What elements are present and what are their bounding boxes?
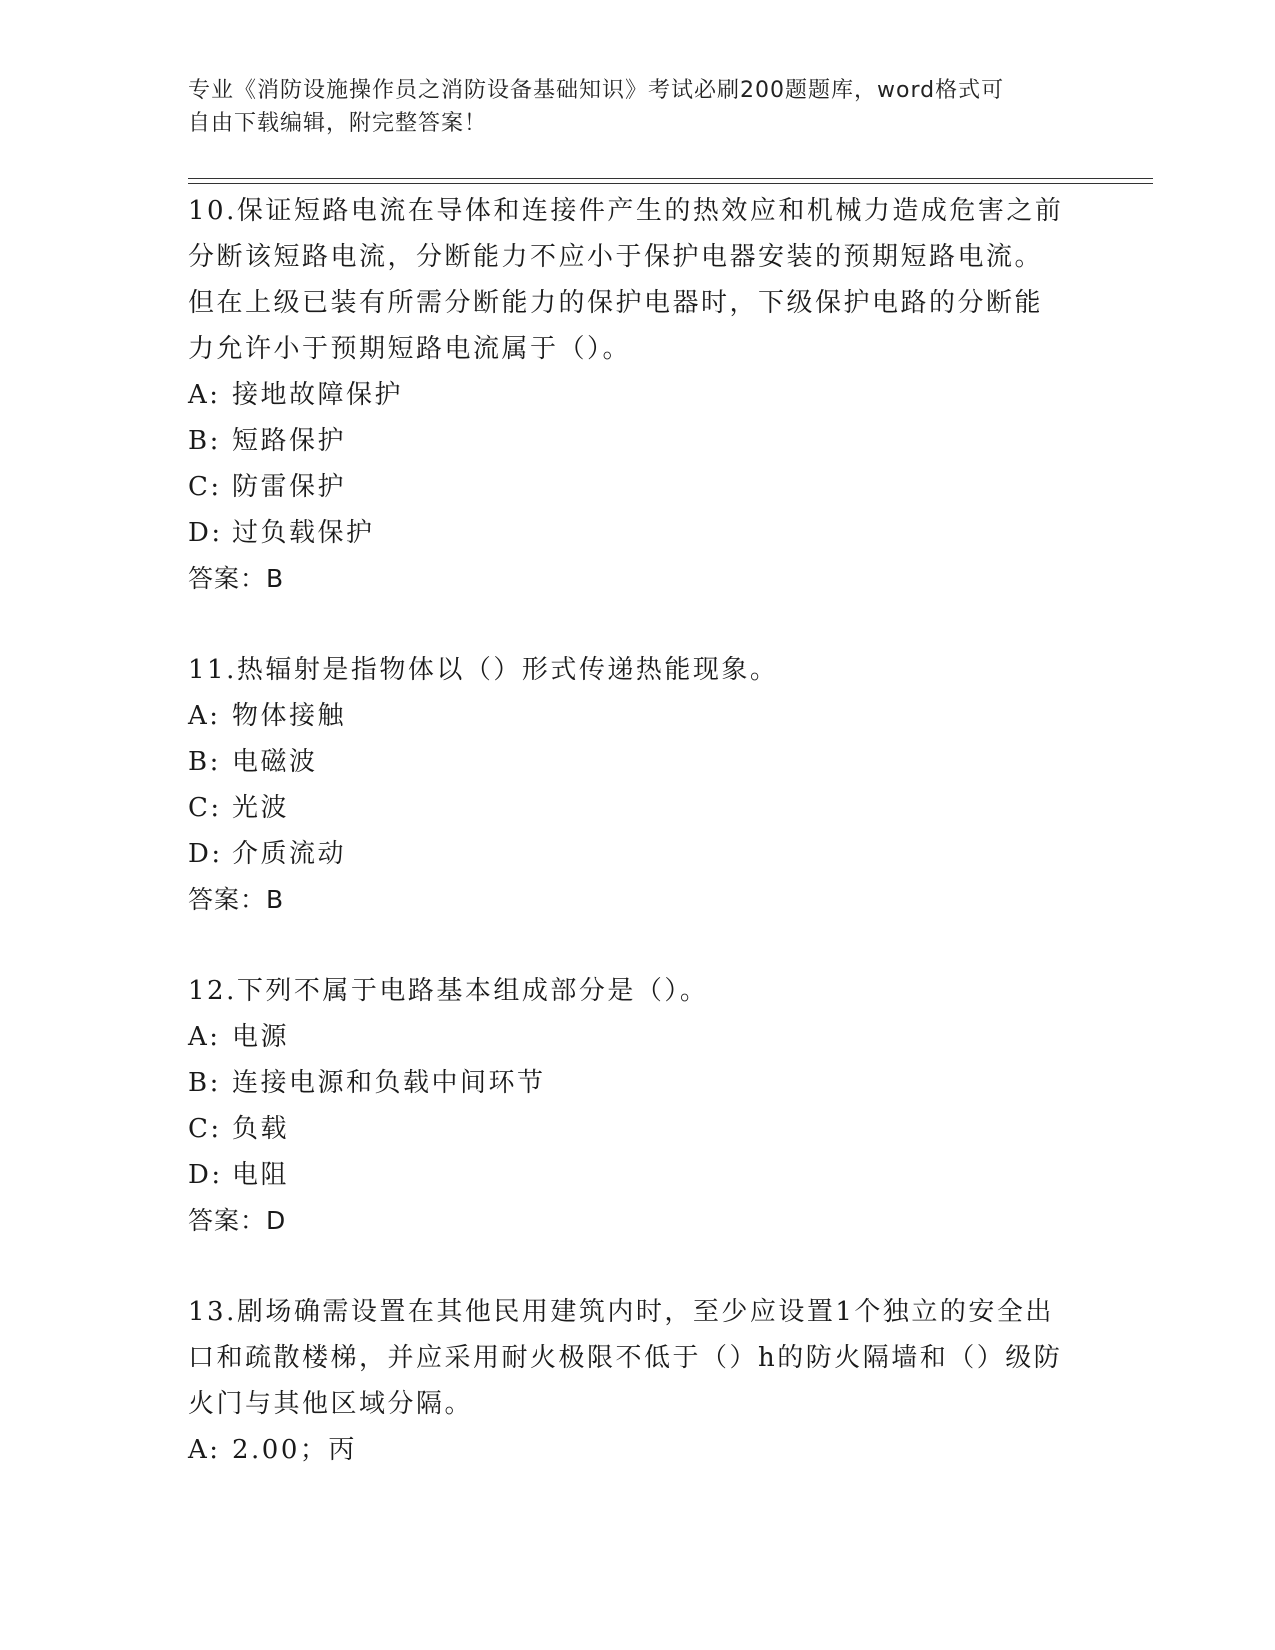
option-c <box>188 785 1088 831</box>
option-key: D: <box>188 1160 223 1190</box>
option-b <box>188 1060 1088 1106</box>
option-key: C: <box>188 472 222 502</box>
option-text: 介质流动 <box>232 839 347 869</box>
header-divider-top <box>188 178 1153 179</box>
option-text: 2.00；丙 <box>232 1435 357 1465</box>
answer-line: 答案：B <box>188 564 285 593</box>
option-text: 防雷保护 <box>232 472 347 502</box>
question-stem-line: 12.下列不属于电路基本组成部分是（）。 <box>188 976 709 1006</box>
option-text: 短路保护 <box>232 426 347 456</box>
option-text: 物体接触 <box>232 701 347 731</box>
option-key: D: <box>188 839 223 869</box>
option-c <box>188 1106 1088 1152</box>
option-d <box>188 1152 1088 1198</box>
option-b <box>188 418 1088 464</box>
question-stem-line: 13.剧场确需设置在其他民用建筑内时，至少应设置1个独立的安全出 <box>188 1297 1054 1327</box>
question-stem-line: 但在上级已装有所需分断能力的保护电器时，下级保护电路的分断能 <box>188 288 1044 318</box>
header-line-1: 专业《消防设施操作员之消防设备基础知识》考试必刷200题题库，word格式可 <box>188 78 1005 103</box>
document-header <box>188 74 1088 140</box>
question-stem-line: 11.热辐射是指物体以（）形式传递热能现象。 <box>188 655 779 685</box>
header-line-2: 自由下载编辑，附完整答案！ <box>188 111 488 136</box>
option-text: 电磁波 <box>232 747 318 777</box>
option-text: 电阻 <box>232 1160 290 1190</box>
option-key: D: <box>188 518 223 548</box>
question-stem-line: 力允许小于预期短路电流属于（）。 <box>188 334 632 364</box>
question-10 <box>188 188 1088 602</box>
option-b <box>188 739 1088 785</box>
option-key: B: <box>188 426 221 456</box>
option-key: A: <box>188 1435 221 1465</box>
option-d <box>188 510 1088 556</box>
question-11 <box>188 647 1088 923</box>
option-text: 电源 <box>232 1022 290 1052</box>
option-c <box>188 464 1088 510</box>
question-13 <box>188 1289 1088 1473</box>
question-12 <box>188 968 1088 1244</box>
option-a <box>188 1014 1088 1060</box>
answer-line: 答案：B <box>188 885 285 914</box>
option-key: A: <box>188 701 221 731</box>
option-key: B: <box>188 1068 221 1098</box>
question-stem-line: 分断该短路电流，分断能力不应小于保护电器安装的预期短路电流。 <box>188 242 1044 272</box>
question-spacer <box>188 1244 1088 1289</box>
option-a <box>188 1427 1088 1473</box>
option-a <box>188 372 1088 418</box>
answer-line: 答案：D <box>188 1206 287 1235</box>
option-key: C: <box>188 793 222 823</box>
option-text: 接地故障保护 <box>232 380 404 410</box>
question-spacer <box>188 923 1088 968</box>
option-key: C: <box>188 1114 222 1144</box>
question-stem-line: 火门与其他区域分隔。 <box>188 1389 474 1419</box>
question-spacer <box>188 602 1088 647</box>
option-text: 光波 <box>232 793 290 823</box>
question-stem-line: 口和疏散楼梯，并应采用耐火极限不低于（）h的防火隔墙和（）级防 <box>188 1343 1063 1373</box>
question-list <box>188 188 1088 1473</box>
option-text: 负载 <box>232 1114 290 1144</box>
option-key: A: <box>188 380 221 410</box>
option-text: 连接电源和负载中间环节 <box>232 1068 546 1098</box>
option-d <box>188 831 1088 877</box>
header-divider-bottom <box>188 183 1153 184</box>
question-stem-line: 10.保证短路电流在导体和连接件产生的热效应和机械力造成危害之前 <box>188 196 1064 226</box>
option-text: 过负载保护 <box>232 518 375 548</box>
option-key: A: <box>188 1022 221 1052</box>
option-a <box>188 693 1088 739</box>
option-key: B: <box>188 747 221 777</box>
